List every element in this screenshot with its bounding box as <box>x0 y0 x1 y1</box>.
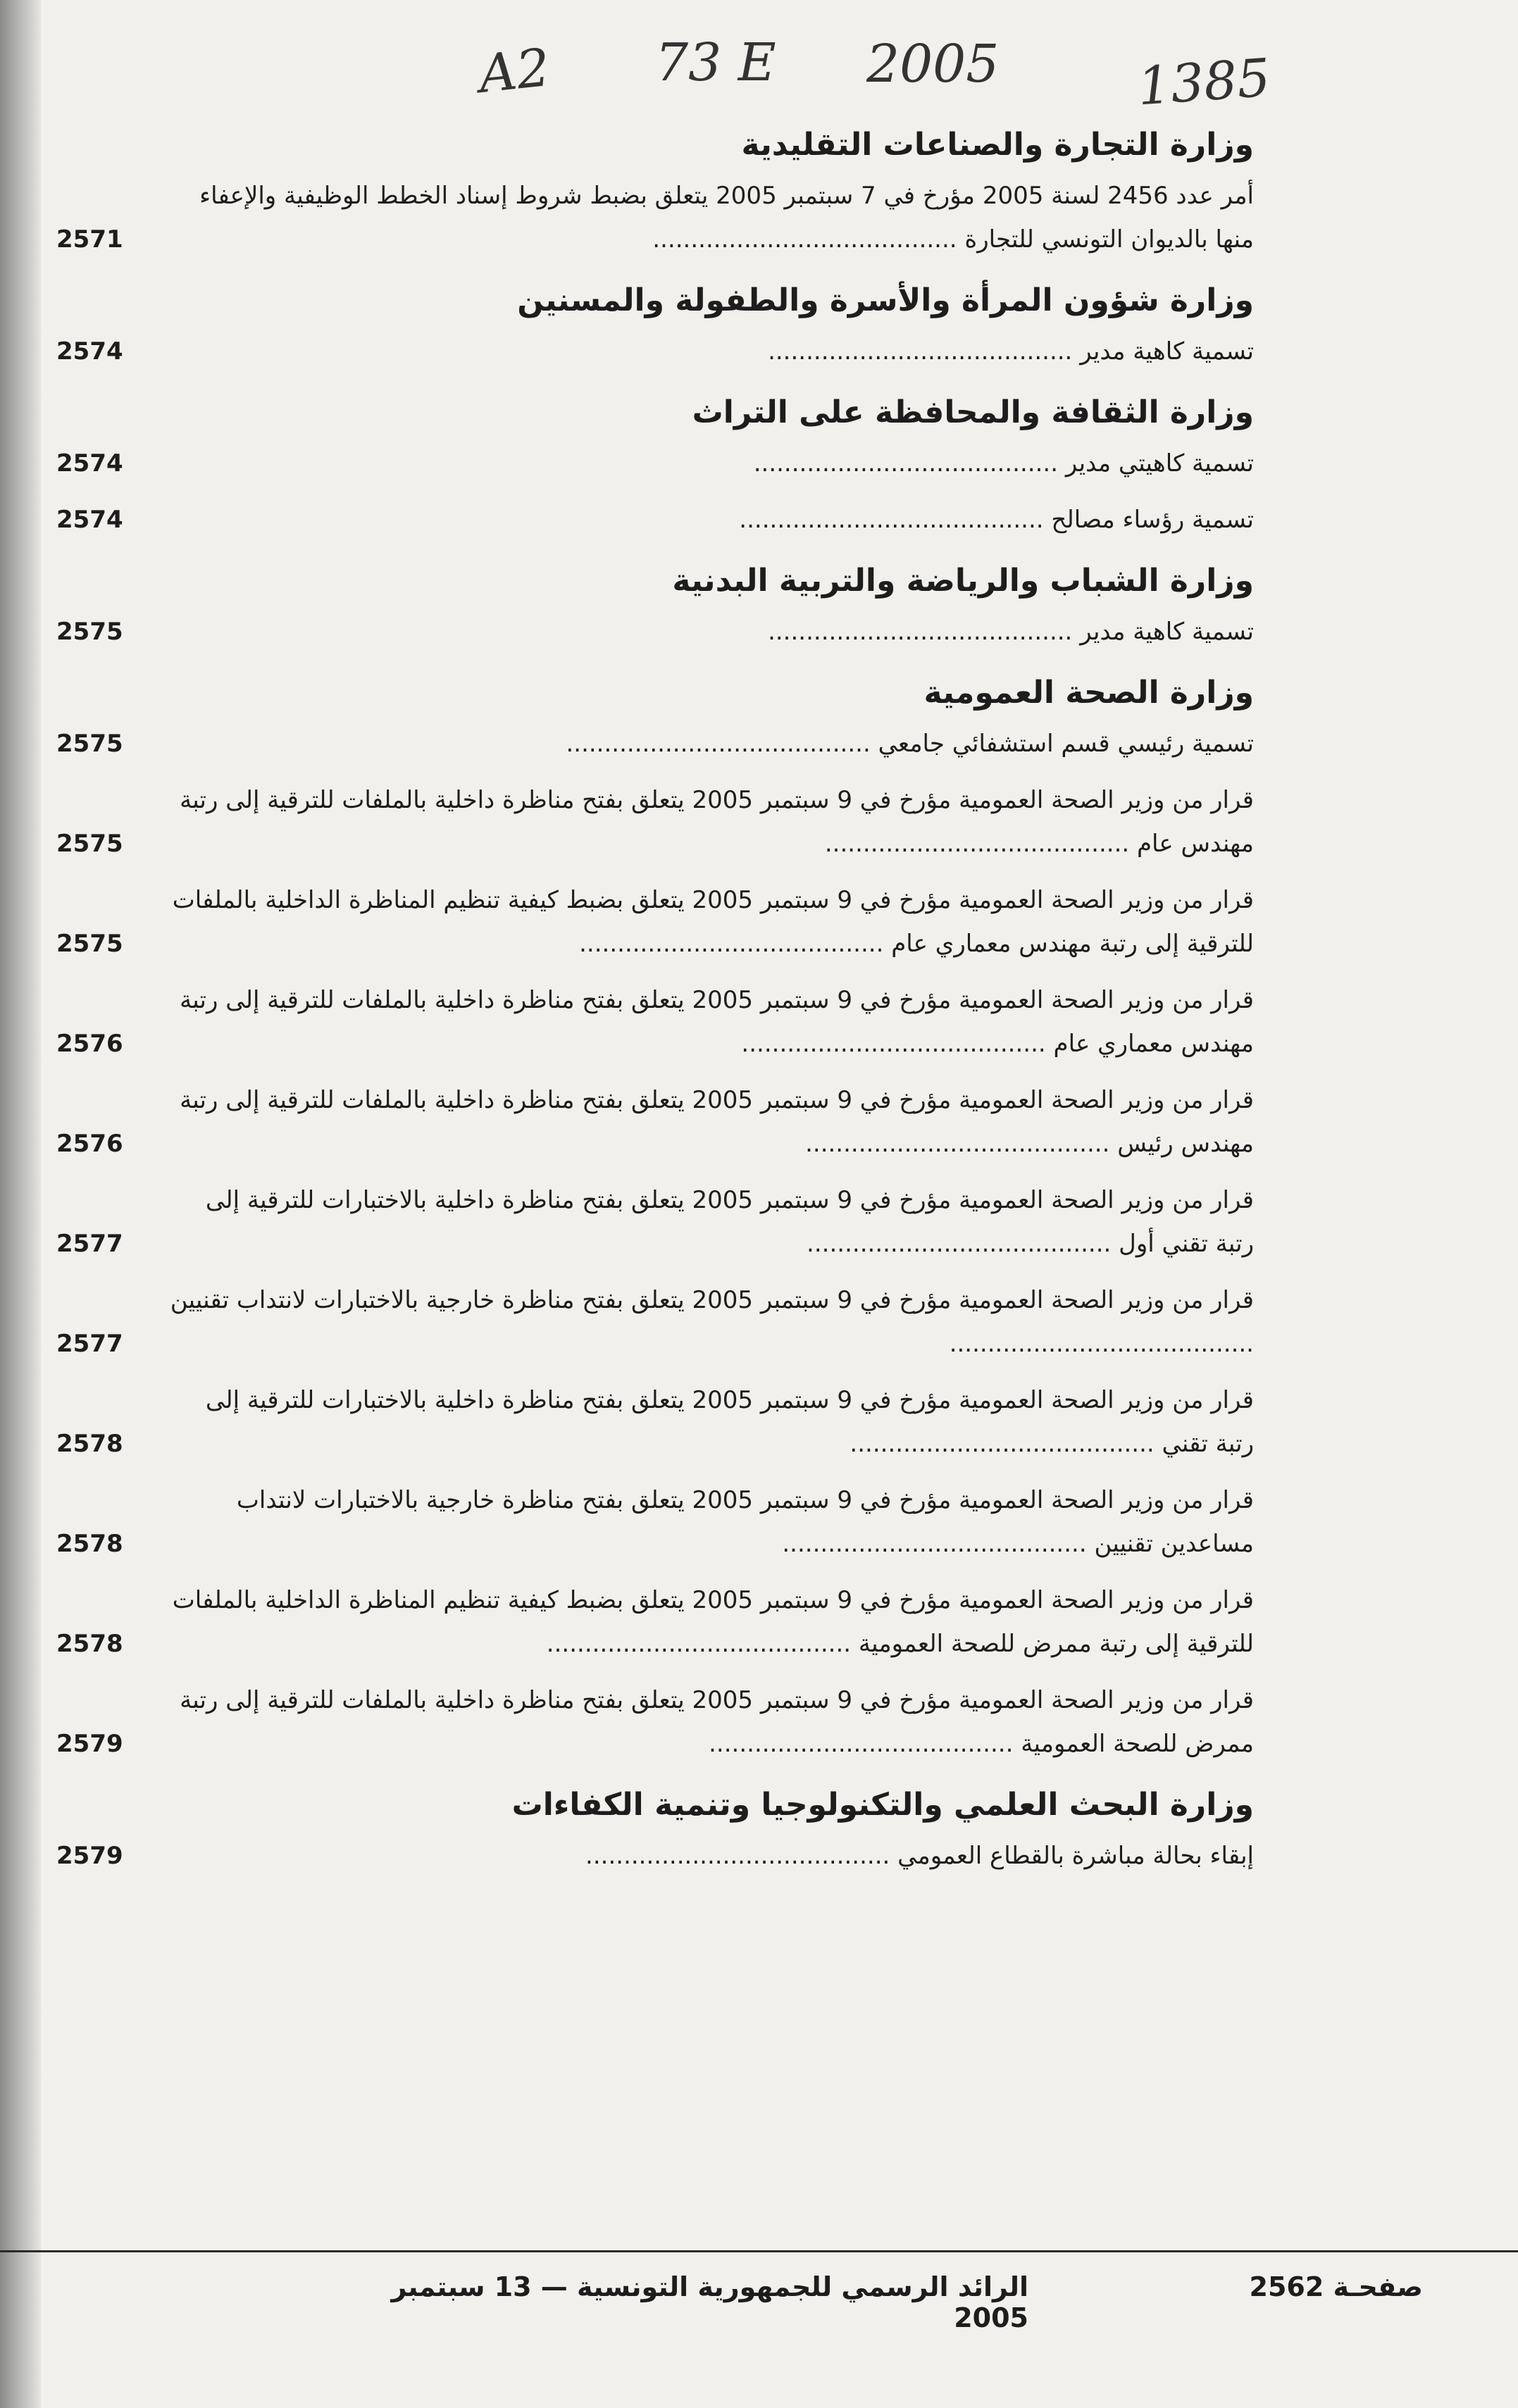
entry-description: تسمية رؤساء مصالح <box>1051 506 1254 534</box>
toc-entry <box>56 1078 1254 1166</box>
dot-leader: ........................................ <box>768 618 1081 646</box>
toc-page-number: 2578 <box>56 1530 123 1558</box>
dot-leader: ........................................ <box>739 506 1052 534</box>
toc-page-number: 2579 <box>56 1730 123 1758</box>
section-title: وزارة البحث العلمي والتكنولوجيا وتنمية الكفاءات <box>511 1787 1254 1823</box>
toc-entry <box>56 1834 1254 1878</box>
toc-entry <box>56 174 1254 261</box>
table-of-contents <box>56 106 1254 1890</box>
dot-leader: ........................................ <box>579 930 892 958</box>
toc-page-number: 2575 <box>56 930 123 958</box>
toc-entry-text <box>169 1378 1254 1466</box>
toc-entry-text <box>169 722 1254 766</box>
toc-entry-text <box>169 1578 1254 1666</box>
toc-entry <box>56 878 1254 966</box>
dot-leader: ........................................ <box>824 830 1137 858</box>
toc-page-number: 2578 <box>56 1630 123 1658</box>
entry-description: إبقاء بحالة مباشرة بالقطاع العمومي <box>897 1842 1254 1870</box>
dot-leader: ........................................ <box>741 1030 1054 1058</box>
toc-entry-text <box>169 1078 1254 1166</box>
entry-description: قرار من وزير الصحة العمومية مؤرخ في 9 سبتمبر 2005 يتعلق بفتح مناظرة داخلية بالملفات للترقية إلى رتبة ممرض للصحة العمومية <box>180 1686 1254 1758</box>
dot-leader: ........................................ <box>805 1130 1118 1158</box>
dot-leader: ........................................ <box>546 1630 859 1658</box>
toc-entry-text <box>169 498 1254 542</box>
toc-page-number: 2575 <box>56 618 123 646</box>
toc-entry-text <box>169 330 1254 373</box>
entry-description: قرار من وزير الصحة العمومية مؤرخ في 9 سبتمبر 2005 يتعلق بفتح مناظرة خارجية بالاختبارات لانتداب تقنيين <box>170 1286 1254 1314</box>
toc-page-number: 2574 <box>56 337 123 366</box>
toc-entry <box>56 1178 1254 1266</box>
toc-entry-text <box>169 1678 1254 1766</box>
journal-title: الرائد الرسمي للجمهورية التونسية — 13 سبتمبر 2005 <box>391 2271 1028 2333</box>
entry-description: أمر عدد 2456 لسنة 2005 مؤرخ في 7 سبتمبر 2005 يتعلق بضبط شروط إسناد الخطط الوظيفية والإعفاء منها بالديوان التونسي للتجارة <box>199 182 1254 254</box>
footer-divider <box>0 2250 1518 2252</box>
toc-page-number: 2574 <box>56 506 123 534</box>
toc-page-number: 2577 <box>56 1230 123 1258</box>
entry-description: قرار من وزير الصحة العمومية مؤرخ في 9 سبتمبر 2005 يتعلق بضبط كيفية تنظيم المناظرة الداخلية بالملفات للترقية إلى رتبة ممرض للصحة العمومية <box>172 1586 1254 1658</box>
toc-entry <box>56 1678 1254 1766</box>
handwritten-note-2: 73 E <box>655 32 776 93</box>
dot-leader: ........................................ <box>709 1730 1021 1758</box>
toc-entry-text <box>169 778 1254 866</box>
entry-description: قرار من وزير الصحة العمومية مؤرخ في 9 سبتمبر 2005 يتعلق بفتح مناظرة داخلية بالملفات للترقية إلى رتبة مهندس معماري عام <box>180 986 1254 1058</box>
dot-leader: ........................................ <box>652 225 965 254</box>
toc-entry <box>56 1578 1254 1666</box>
toc-entry-text <box>169 1834 1254 1878</box>
entry-description: تسمية كاهية مدير <box>1080 337 1254 366</box>
dot-leader: ........................................ <box>566 730 878 758</box>
entry-description: قرار من وزير الصحة العمومية مؤرخ في 9 سبتمبر 2005 يتعلق بضبط كيفية تنظيم المناظرة الداخلية بالملفات للترقية إلى رتبة مهندس معماري عام <box>172 886 1254 958</box>
dot-leader: ........................................ <box>768 337 1081 366</box>
toc-entry <box>56 1478 1254 1566</box>
toc-entry-text <box>169 1278 1254 1366</box>
toc-entry <box>56 610 1254 654</box>
toc-entry-text <box>169 610 1254 654</box>
section-title: وزارة الشباب والرياضة والتربية البدنية <box>672 563 1254 599</box>
handwritten-annotation <box>451 28 1296 118</box>
dot-leader: ........................................ <box>850 1430 1162 1458</box>
toc-page-number: 2571 <box>56 225 123 254</box>
entry-description: قرار من وزير الصحة العمومية مؤرخ في 9 سبتمبر 2005 يتعلق بفتح مناظرة داخلية بالملفات للترقية إلى رتبة مهندس عام <box>180 786 1254 858</box>
toc-entry-text <box>169 174 1254 261</box>
entry-description: تسمية كاهيتي مدير <box>1065 449 1254 478</box>
toc-page-number: 2579 <box>56 1842 123 1870</box>
toc-page-number: 2575 <box>56 730 123 758</box>
page-footer <box>338 2271 1423 2333</box>
entry-description: قرار من وزير الصحة العمومية مؤرخ في 9 سبتمبر 2005 يتعلق بفتح مناظرة داخلية بالاختبارات للترقية إلى رتبة تقني <box>205 1386 1254 1458</box>
toc-entry-text <box>169 878 1254 966</box>
toc-entry <box>56 722 1254 766</box>
toc-entry-text <box>169 442 1254 485</box>
toc-page-number: 2575 <box>56 830 123 858</box>
toc-entry-text <box>169 1478 1254 1566</box>
toc-entry <box>56 498 1254 542</box>
section-title: وزارة الثقافة والمحافظة على التراث <box>692 394 1254 430</box>
handwritten-note-4: 1385 <box>1136 47 1273 118</box>
entry-description: تسمية كاهية مدير <box>1080 618 1254 646</box>
toc-page-number: 2576 <box>56 1030 123 1058</box>
dot-leader: ........................................ <box>753 449 1066 478</box>
toc-entry <box>56 442 1254 485</box>
dot-leader: ........................................ <box>782 1530 1095 1558</box>
toc-page-number: 2576 <box>56 1130 123 1158</box>
toc-entry <box>56 330 1254 373</box>
page-number-label: صفحـة 2562 <box>1249 2271 1423 2302</box>
toc-entry-text <box>169 1178 1254 1266</box>
entry-description: تسمية رئيسي قسم استشفائي جامعي <box>878 730 1254 758</box>
entry-description: قرار من وزير الصحة العمومية مؤرخ في 9 سبتمبر 2005 يتعلق بفتح مناظرة داخلية بالملفات للترقية إلى رتبة مهندس رئيس <box>180 1086 1254 1158</box>
toc-entry <box>56 1378 1254 1466</box>
handwritten-note-1: A2 <box>475 37 553 106</box>
toc-page-number: 2578 <box>56 1430 123 1458</box>
scan-binding-shadow <box>0 0 41 2408</box>
toc-entry <box>56 1278 1254 1366</box>
section-title: وزارة شؤون المرأة والأسرة والطفولة والمسنين <box>517 282 1254 318</box>
section-title: وزارة الصحة العمومية <box>923 675 1254 711</box>
dot-leader: ........................................ <box>949 1330 1254 1358</box>
toc-entry <box>56 778 1254 866</box>
entry-description: قرار من وزير الصحة العمومية مؤرخ في 9 سبتمبر 2005 يتعلق بفتح مناظرة داخلية بالاختبارات للترقية إلى رتبة تقني أول <box>205 1186 1254 1258</box>
section-title: وزارة التجارة والصناعات التقليدية <box>741 127 1254 163</box>
dot-leader: ........................................ <box>807 1230 1119 1258</box>
toc-page-number: 2574 <box>56 449 123 478</box>
toc-page-number: 2577 <box>56 1330 123 1358</box>
entry-description: قرار من وزير الصحة العمومية مؤرخ في 9 سبتمبر 2005 يتعلق بفتح مناظرة خارجية بالاختبارات لانتداب مساعدين تقنيين <box>236 1486 1254 1558</box>
handwritten-note-3: 2005 <box>866 34 1000 94</box>
toc-entry-text <box>169 978 1254 1066</box>
dot-leader: ........................................ <box>585 1842 898 1870</box>
toc-entry <box>56 978 1254 1066</box>
